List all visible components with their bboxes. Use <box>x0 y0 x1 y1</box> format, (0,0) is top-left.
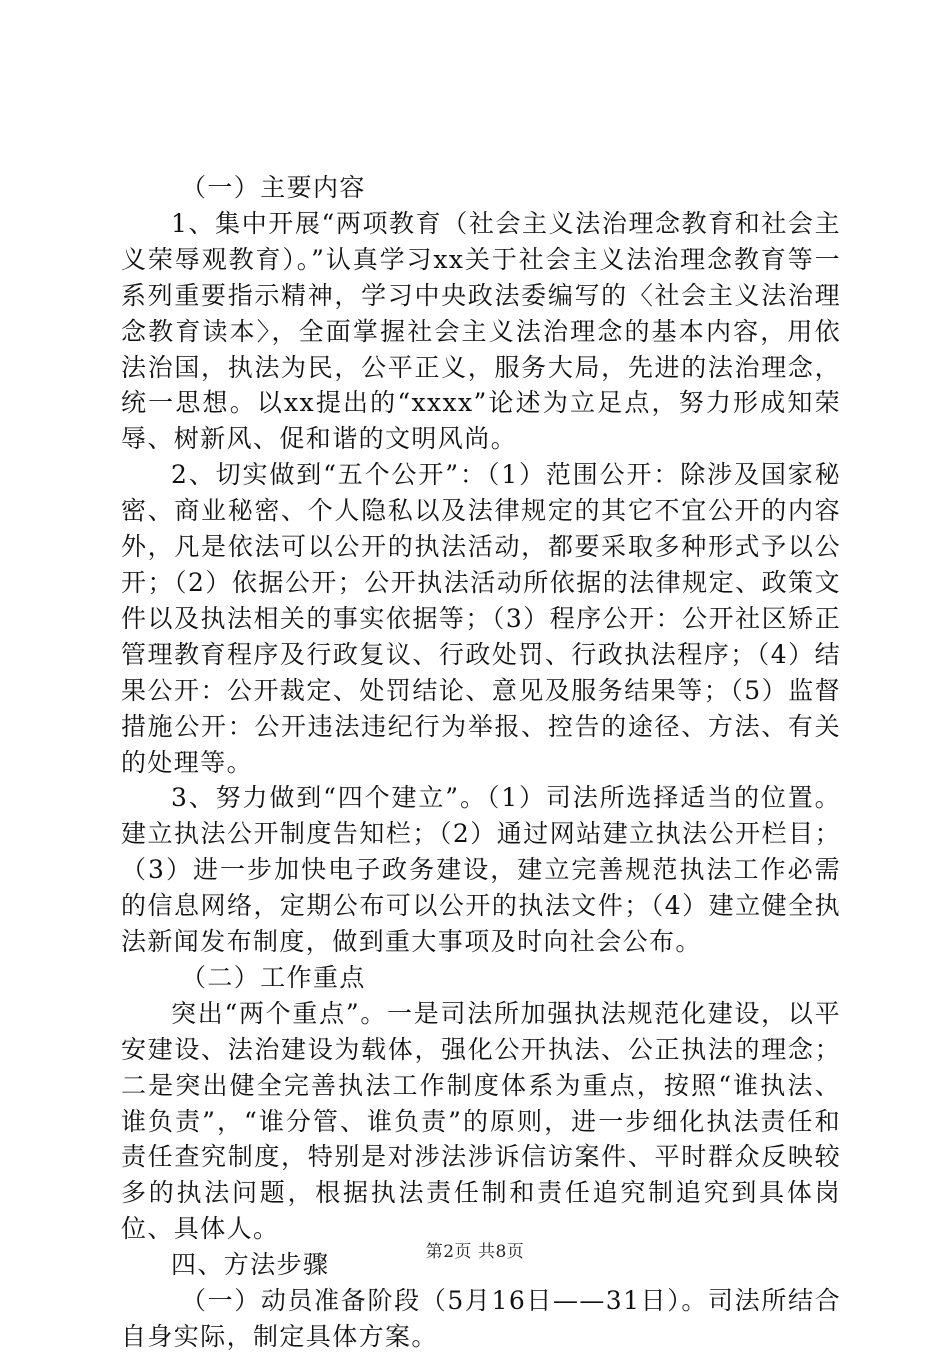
section-heading-method-steps: 四、方法步骤 <box>171 1250 330 1280</box>
paragraph-mobilization-stage: （一）动员准备阶段（5月16日——31日）。司法所结合自身实际，制定具体方案。 <box>121 1286 841 1351</box>
paragraph-two-educations: 1、集中开展“两项教育（社会主义法治理念教育和社会主义荣辱观教育）。”认真学习xx关于社会主义法治理念教育等一系列重要指示精神，学习中央政法委编写的〈社会主义法治理念教育读本〉，全面掌握社会主义法治理念的基本内容，用依法治国，执法为民，公平正义，服务大局，先进的法治理念，统一思想。以xx提出的“xxxx”论述为立足点，努力形成知荣辱、树新风、促和谐的文明风尚。 <box>121 208 841 454</box>
document-body <box>121 170 841 1355</box>
section-heading-main-content: （一）主要内容 <box>181 173 366 202</box>
paragraph-five-disclosures: 2、切实做到“五个公开”：（1）范围公开：除涉及国家秘密、商业秘密、个人隐私以及法律规定的其它不宜公开的内容外，凡是依法可以公开的执法活动，都要采取多种形式予以公开；（2）依据公开；公开执法活动所依据的法律规定、政策文件以及执法相关的事实依据等；（3）程序公开：公开社区矫正管理教育程序及行政复议、行政处罚、行政执法程序；（4）结果公开：公开裁定、处罚结论、意见及服务结果等；（5）监督措施公开：公开违法违纪行为举报、控告的途径、方法、有关的处理等。 <box>121 460 841 777</box>
section-heading-work-focus: （二）工作重点 <box>181 962 366 992</box>
paragraph-four-establishments: 3、努力做到“四个建立”。（1）司法所选择适当的位置。建立执法公开制度告知栏；（2）通过网站建立执法公开栏目；（3）进一步加快电子政务建设，建立完善规范执法工作必需的信息网络，定期公布可以公开的执法文件；（4）建立健全执法新闻发布制度，做到重大事项及时向社会公布。 <box>121 783 841 957</box>
paragraph-two-focus-points: 突出“两个重点”。一是司法所加强执法规范化建设，以平安建设、法治建设为载体，强化公开执法、公正执法的理念；二是突出健全完善执法工作制度体系为重点，按照“谁执法、谁负责”，“谁分管、谁负责”的原则，进一步细化执法责任和责任查究制度，特别是对涉法涉诉信访案件、平时群众反映较多的执法问题，根据执法责任制和责任追究制追究到具体岗位、具体人。 <box>121 998 841 1244</box>
page-number-footer: 第2页 共8页 <box>425 1242 525 1262</box>
